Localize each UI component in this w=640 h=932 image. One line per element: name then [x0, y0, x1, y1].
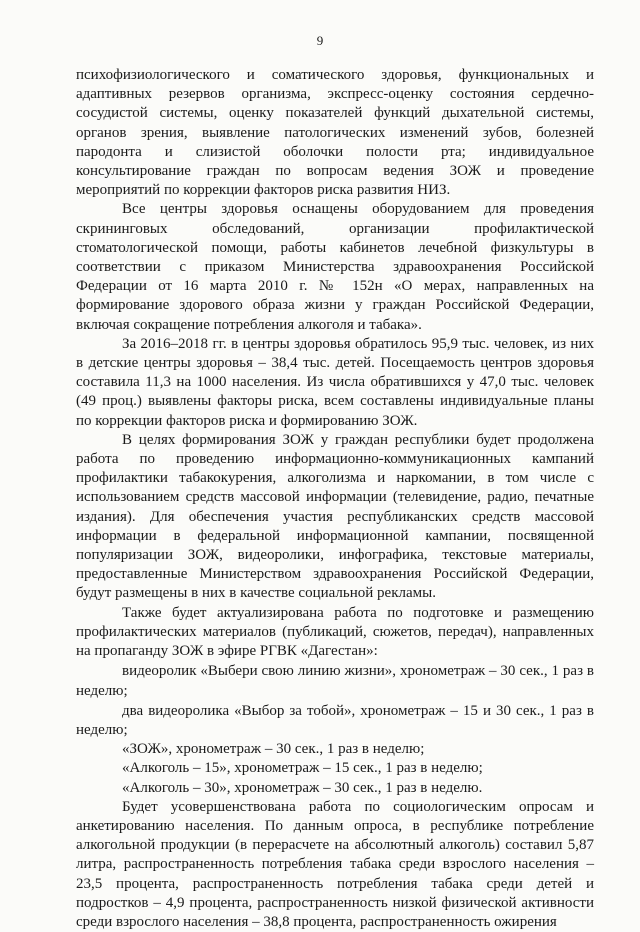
page-number: 9	[316, 33, 324, 48]
paragraph: В целях формирования ЗОЖ у граждан республики будет продолжена работа по проведению информационно-коммуникационных кампаний профилактики табакокурения, алкоголизма и наркомании, в том числе с использованием средств массовой информации (телевидение, радио, печатные издания). Для обеспечения участия республиканских средств массовой информации в федеральной информационной кампании, посвященной популяризации ЗОЖ, видеоролики, инфографика, текстовые материалы, предоставленные Министерством здравоохранения Российской Федерации, будут размещены в них в качестве социальной рекламы.	[76, 431, 594, 602]
paragraph: Также будет актуализирована работа по подготовке и размещению профилактических материалов (публикаций, сюжетов, передач), направленных на пропаганду ЗОЖ в эфире РГВК «Дагестан»:	[76, 604, 594, 660]
list-item: «Алкоголь – 30», хронометраж – 30 сек., 1 раз в неделю.	[122, 779, 483, 796]
paragraph: Все центры здоровья оснащены оборудованием для проведения скрининговых обследований, организации профилактической стоматологической помощи, работы кабинетов лечебной физкультуры в соответствии с приказом Министерства здравоохранения Российской Федерации от 16 марта 2010 г. № 152н «О мерах, направленных на формирование здорового образа жизни у граждан Российской Федерации, включая сокращение потребления алкоголя и табака».	[76, 201, 594, 333]
paragraph: За 2016–2018 гг. в центры здоровья обратилось 95,9 тыс. человек, из них в детские центры здоровья – 38,4 тыс. детей. Посещаемость центров здоровья составила 11,3 на 1000 населения. Из числа обратившихся у 47,0 тыс. человек (49 проц.) выявлены факторы риска, всем составлены индивидуальные планы по коррекции факторов риска и формированию ЗОЖ.	[76, 335, 594, 429]
list-item: «Алкоголь – 15», хронометраж – 15 сек., 1 раз в неделю;	[122, 760, 483, 777]
list-item: два видеоролика «Выбор за тобой», хронометраж – 15 и 30 сек., 1 раз в неделю;	[76, 702, 594, 738]
list-item: «ЗОЖ», хронометраж – 30 сек., 1 раз в неделю;	[122, 741, 425, 758]
list-item: видеоролик «Выбери свою линию жизни», хронометраж – 30 сек., 1 раз в неделю;	[76, 663, 594, 699]
paragraph: психофизиологического и соматического здоровья, функциональных и адаптивных резервов организма, экспресс-оценку состояния сердечно-сосудистой системы, оценку показателей функций дыхательной системы, органов зрения, выявление патологических изменений зубов, болезней пародонта и слизистой оболочки полости рта; индивидуальное консультирование граждан по вопросам ведения ЗОЖ и проведение мероприятий по коррекции факторов риска развития НИЗ.	[76, 67, 594, 199]
paragraph: Будет усовершенствована работа по социологическим опросам и анкетированию населения. По данным опроса, в республике потребление алкогольной продукции (в перерасчете на абсолютный алкоголь) составил 5,87 литра, распространенность потребления табака среди взрослого населения – 23,5 процента, распространенность потребления табака среди детей и подростков – 4,9 процента, распространенность низкой физической активности среди взрослого населения – 38,8 процента, распространенность ожирения	[76, 798, 594, 930]
document-body	[76, 66, 594, 932]
